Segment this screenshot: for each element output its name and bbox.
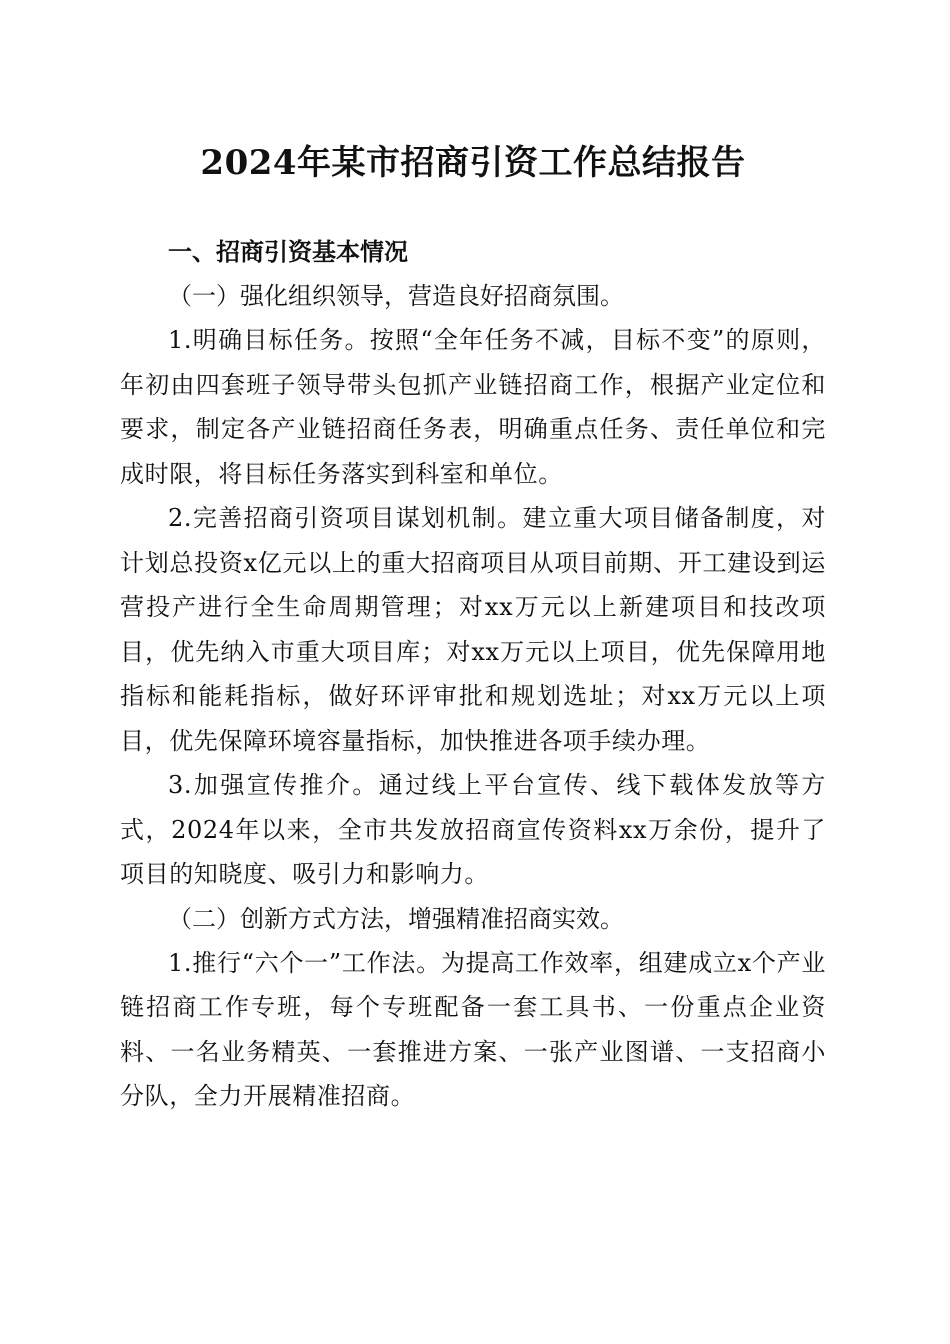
document-title: 2024年某市招商引资工作总结报告 <box>200 143 746 183</box>
document-page <box>120 128 826 1119</box>
section-heading: 一、招商引资基本情况 <box>168 238 408 266</box>
paragraph: 1.明确目标任务。按照“全年任务不减，目标不变”的原则，年初由四套班子领导带头包抓产业链招商工作，根据产业定位和要求，制定各产业链招商任务表，明确重点任务、责任单位和完成时限，将目标任务落实到科室和单位。 <box>120 326 826 488</box>
subsection-heading: （二）创新方式方法，增强精准招商实效。 <box>168 904 624 933</box>
paragraph: 3.加强宣传推介。通过线上平台宣传、线下载体发放等方式，2024年以来，全市共发放招商宣传资料xx万余份，提升了项目的知晓度、吸引力和影响力。 <box>120 771 826 888</box>
paragraph: 2.完善招商引资项目谋划机制。建立重大项目储备制度，对计划总投资x亿元以上的重大招商项目从项目前期、开工建设到运营投产进行全生命周期管理；对xx万元以上新建项目和技改项目，优先纳入市重大项目库；对xx万元以上项目，优先保障用地指标和能耗指标，做好环评审批和规划选址；对xx万元以上项目，优先保障环境容量指标，加快推进各项手续办理。 <box>120 504 826 755</box>
subsection-heading: （一）强化组织领导，营造良好招商氛围。 <box>168 282 624 310</box>
paragraph: 1.推行“六个一”工作法。为提高工作效率，组建成立x个产业链招商工作专班，每个专班配备一套工具书、一份重点企业资料、一名业务精英、一套推进方案、一张产业图谱、一支招商小分队，全力开展精准招商。 <box>120 948 826 1110</box>
